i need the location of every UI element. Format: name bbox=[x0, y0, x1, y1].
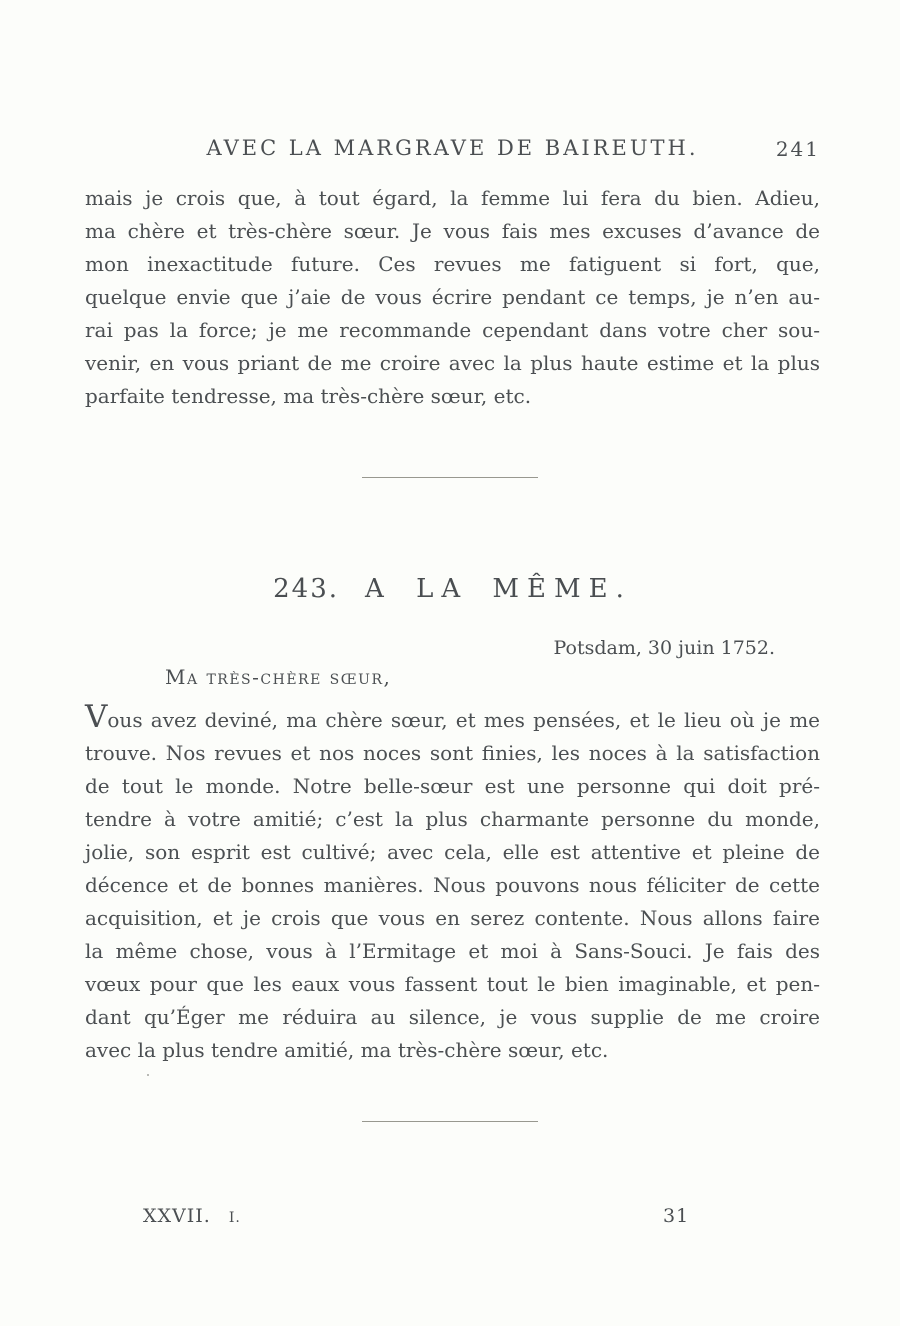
dateline: Potsdam, 30 juin 1752. bbox=[553, 637, 775, 659]
letter-title: A LA MÊME. bbox=[365, 574, 632, 604]
volume-number: XXVII. bbox=[143, 1205, 211, 1227]
text-line: vœux pour que les eaux vous fassent tout le bien imaginable, et pen- bbox=[85, 972, 820, 996]
continuation-paragraph bbox=[85, 182, 820, 413]
text-line: décence et de bonnes manières. Nous pouvons nous féliciter de cette bbox=[85, 873, 820, 897]
letter-number: 243. bbox=[273, 574, 340, 604]
drop-initial: V bbox=[85, 699, 108, 735]
sheet-signature: 31 bbox=[663, 1205, 690, 1227]
text-line: ma chère et très-chère sœur. Je vous fais mes excuses d’avance de bbox=[85, 219, 820, 243]
letter-body-lines bbox=[85, 737, 820, 1067]
page-number: 241 bbox=[775, 137, 820, 161]
text-line: la même chose, vous à l’Ermitage et moi à Sans-Souci. Je fais des bbox=[85, 939, 820, 963]
text-line: parfaite tendresse, ma très-chère sœur, etc. bbox=[85, 384, 532, 408]
continuation-lines bbox=[85, 182, 820, 413]
text-line: tendre à votre amitié; c’est la plus charmante personne du monde, bbox=[85, 807, 820, 831]
text-line: mais je crois que, à tout égard, la femme lui fera du bien. Adieu, bbox=[85, 186, 820, 210]
letter-body bbox=[85, 699, 820, 1067]
text-line: avec la plus tendre amitié, ma très-chère sœur, etc. bbox=[85, 1038, 609, 1062]
text-line: trouve. Nos revues et nos noces sont finies, les noces à la satisfaction bbox=[85, 741, 820, 765]
text-line bbox=[85, 699, 820, 737]
scan-speck bbox=[147, 1074, 149, 1076]
text-line: dant qu’Éger me réduira au silence, je vous supplie de me croire bbox=[85, 1005, 820, 1029]
running-header bbox=[85, 136, 820, 160]
volume-signature bbox=[143, 1205, 241, 1227]
salutation: Ma très-chère sœur, bbox=[165, 665, 392, 689]
text-line: de tout le monde. Notre belle-sœur est une personne qui doit pré- bbox=[85, 774, 820, 798]
running-title: AVEC LA MARGRAVE DE BAIREUTH. bbox=[206, 136, 699, 160]
text-line: jolie, son esprit est cultivé; avec cela, elle est attentive et pleine de bbox=[85, 840, 820, 864]
text-line: rai pas la force; je me recommande cependant dans votre cher sou- bbox=[85, 318, 820, 342]
text-line: acquisition, et je crois que vous en serez contente. Nous allons faire bbox=[85, 906, 820, 930]
text-line: venir, en vous priant de me croire avec la plus haute estime et la plus bbox=[85, 351, 820, 375]
closing-divider-rule bbox=[362, 1121, 538, 1122]
text-line: quelque envie que j’aie de vous écrire pendant ce temps, je n’en au- bbox=[85, 285, 820, 309]
letter-heading bbox=[85, 574, 820, 604]
section-divider-rule bbox=[362, 477, 538, 478]
text-line: mon inexactitude future. Ces revues me fatiguent si fort, que, bbox=[85, 252, 820, 276]
first-line-text: ous avez deviné, ma chère sœur, et mes pensées, et le lieu où je me bbox=[107, 708, 820, 732]
part-number: I. bbox=[228, 1210, 241, 1226]
